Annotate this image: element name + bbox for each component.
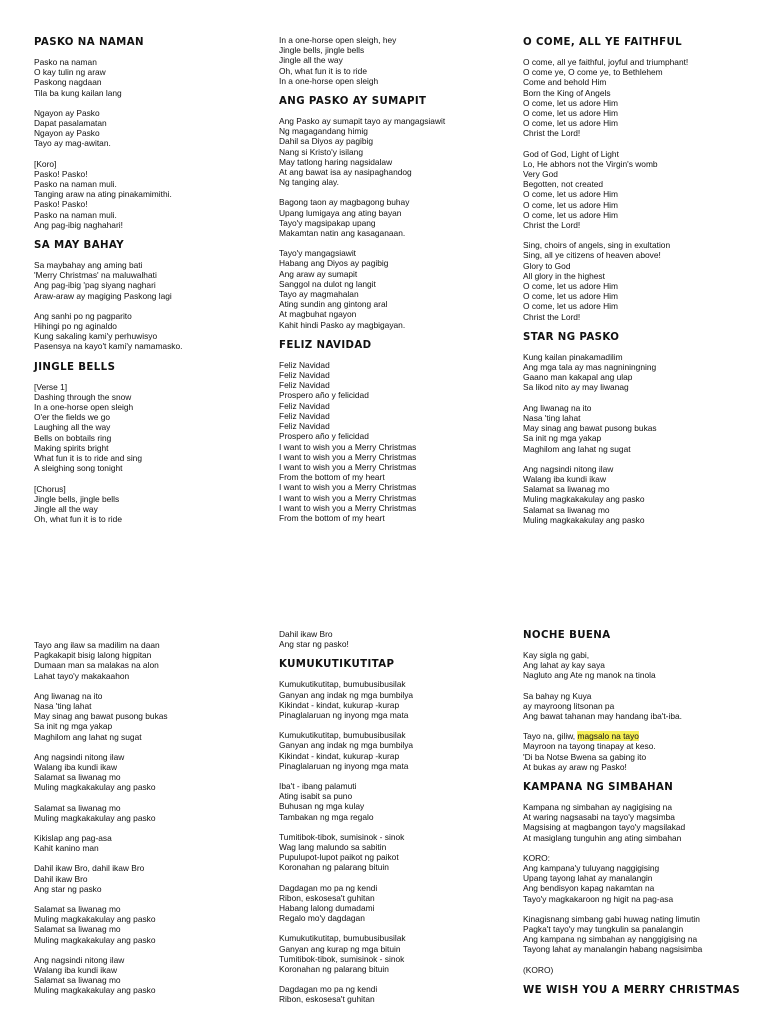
lyric-line: Sa maybahay ang aming bati (34, 260, 143, 271)
lyric-line: 'Di ba Notse Bwena sa gabing ito (523, 751, 647, 762)
lyric-stanza (279, 248, 511, 330)
lyric-line: Upang lumigaya ang ating bayan (279, 207, 402, 218)
lyric-line: Christ the Lord! (523, 128, 581, 139)
lyric-line: Muling magkakakulay ang pasko (523, 494, 645, 505)
lyric-line: Tumitibok-tibok, sumisinok - sinok (279, 953, 405, 964)
lyric-stanza (279, 629, 511, 649)
song-title: JINGLE BELLS (34, 361, 116, 373)
lyric-line: May sinag ang bawat pusong bukas (523, 423, 657, 434)
lyric-line: Tanging araw na ating pinakamimithi. (34, 189, 172, 200)
lyric-line: Nagluto ang Ate ng manok na tinola (523, 670, 656, 681)
lyric-stanza (279, 781, 511, 822)
song-title: KUMUKUTIKUTITAP (279, 659, 395, 671)
lyric-line: Bagong taon ay magbagong buhay (279, 197, 410, 208)
lyric-line: I want to wish you a Merry Christmas (279, 502, 417, 513)
lyric-line: Pasko! Pasko! (34, 199, 88, 210)
lyric-line: I want to wish you a Merry Christmas (279, 482, 417, 493)
lyric-line: Magsising at magbangon tayo'y magsilakad (523, 822, 686, 833)
song-title: STAR NG PASKO (523, 331, 620, 343)
lyric-line: Dahil sa Diyos ay pagibig (279, 136, 374, 147)
lyric-line: Feliz Navidad (279, 410, 330, 421)
lyric-line: Walang iba kundi ikaw (523, 473, 607, 484)
lyric-line: Sa bahay ng Kuya (523, 690, 592, 701)
lyric-stanza (34, 108, 266, 149)
lyric-stanza (523, 149, 755, 231)
lyric-line: Feliz Navidad (279, 370, 330, 381)
lyric-stanza (279, 933, 511, 974)
lyric-line: May tatlong haring nagsidalaw (279, 156, 393, 167)
lyric-line: God of God, Light of Light (523, 148, 619, 159)
lyric-line: Ang sanhi po ng pagparito (34, 310, 132, 321)
lyric-line: O come, let us adore Him (523, 118, 618, 129)
lyric-stanza (279, 832, 511, 873)
lyric-line: Feliz Navidad (279, 359, 330, 370)
lyric-line: Wag lang malundo sa sabitin (279, 842, 387, 853)
lyric-line: Ang mga tala ay mas nagniningning (523, 362, 657, 373)
lyric-line: Oh, what fun it is to ride (34, 514, 122, 525)
lyric-line: Walang iba kundi ikaw (34, 965, 118, 976)
lyric-line: Muling magkakakulay ang pasko (34, 782, 156, 793)
lyric-stanza (34, 752, 266, 793)
lyric-line: Ang kampana ng simbahan ay nanggigising na (523, 934, 698, 945)
lyric-line: Christ the Lord! (523, 220, 581, 231)
lyric-line: Dahil ikaw Bro, dahil ikaw Bro (34, 863, 145, 874)
page-column-top-right (523, 37, 755, 535)
lyric-line: Pagkakapit bisig lalong higpitan (34, 650, 152, 661)
lyric-line: Tayo ang ilaw sa madilim na daan (34, 640, 160, 650)
lyric-stanza (34, 159, 266, 230)
lyric-line: Kay sigla ng gabi, (523, 650, 590, 660)
lyric-line: Ang liwanag na ito (34, 690, 103, 701)
lyric-stanza (34, 57, 266, 98)
lyric-line: Muling magkakakulay ang pasko (34, 985, 156, 996)
lyric-line: Ang araw ay sumapit (279, 268, 358, 279)
lyric-line: Makamtan natin ang kasaganaan. (279, 228, 406, 239)
lyric-line: Tayo'y mangagsiawit (279, 248, 357, 259)
lyric-line: Sing, choirs of angels, sing in exultation (523, 240, 671, 251)
song-title: SA MAY BAHAY (34, 240, 124, 252)
lyric-line: Araw-araw ay magiging Paskong lagi (34, 290, 172, 301)
lyric-line: Nasa 'ting lahat (34, 701, 92, 712)
lyric-stanza (523, 464, 755, 525)
song-title: KAMPANA NG SIMBAHAN (523, 782, 674, 794)
lyric-line: Pasko! Pasko! (34, 168, 88, 179)
lyric-stanza (34, 311, 266, 352)
lyric-line: At bukas ay araw ng Pasko! (523, 761, 627, 772)
lyric-line: Ribon, eskosesa't guhitan (279, 892, 375, 903)
song-title: WE WISH YOU A MERRY CHRISTMAS (523, 984, 741, 996)
lyric-stanza (34, 260, 266, 301)
lyric-line: Lahat tayo'y makakaahon (34, 670, 130, 681)
page-column-bottom-right (523, 630, 755, 1005)
lyric-line: Jingle bells, jingle bells (34, 493, 120, 504)
lyric-line: What fun it is to ride and sing (34, 453, 142, 464)
lyric-line: Dagdagan mo pa ng kendi (279, 984, 378, 995)
lyric-line: Laughing all the way (34, 422, 111, 433)
lyric-line: Tambakan ng mga regalo (279, 811, 374, 822)
lyric-line: O come, let us adore Him (523, 97, 618, 108)
lyric-line: Nang si Kristo'y isilang (279, 146, 363, 157)
lyric-stanza (523, 352, 755, 393)
lyric-line: Dahil ikaw Bro (279, 629, 333, 639)
song-title: FELIZ NAVIDAD (279, 339, 372, 351)
lyric-line: Ganyan ang indak ng mga bumbilya (279, 740, 414, 751)
highlighted-text: magsalo na tayo (577, 731, 639, 742)
lyric-line: Ribon, eskosesa't guhitan (279, 994, 375, 1005)
song-title: PASKO NA NAMAN (34, 37, 144, 48)
lyric-line: O come, let us adore Him (523, 108, 618, 119)
lyric-line: O come, let us adore Him (523, 281, 618, 292)
lyric-line: Kumukutikutitap, bumubusibusilak (279, 933, 406, 944)
lyric-stanza (34, 691, 266, 742)
page-column-bottom-middle (279, 629, 511, 1015)
lyric-stanza (34, 484, 266, 525)
lyric-stanza (34, 833, 266, 853)
lyric-line: Ating sundin ang gintong aral (279, 299, 388, 310)
lyric-stanza (523, 240, 755, 322)
lyric-line: [Koro] (34, 158, 57, 169)
lyric-line: Tayo'y magkakaroon ng higit na pag-asa (523, 893, 674, 904)
lyric-line: At masiglang tunguhin ang ating simbahan (523, 832, 682, 843)
lyric-line: Ganyan ang indak ng mga bumbilya (279, 689, 414, 700)
lyric-line: Habang lalong dumadami (279, 903, 375, 914)
lyric-line: Pasko na naman muli. (34, 209, 117, 220)
lyric-line: Kikislap ang pag-asa (34, 833, 112, 844)
lyric-line: Maghilom ang lahat ng sugat (523, 443, 631, 454)
lyric-line: Ang star ng pasko! (279, 639, 349, 650)
lyric-line: At waring nagsasabi na tayo'y magsimba (523, 812, 675, 823)
lyric-line: From the bottom of my heart (279, 512, 385, 523)
lyric-stanza (34, 863, 266, 894)
lyric-line: Pasko na naman (34, 57, 97, 67)
lyric-line: Maghilom ang lahat ng sugat (34, 731, 142, 742)
lyric-stanza (523, 853, 755, 904)
lyric-line: Salamat sa liwanag mo (34, 975, 121, 986)
lyric-line: Muling magkakakulay ang pasko (34, 914, 156, 925)
lyric-line: Jingle bells, jingle bells (279, 45, 365, 56)
lyric-line: Muling magkakakulay ang pasko (34, 934, 156, 945)
lyric-line: Regalo mo'y dagdagan (279, 913, 365, 924)
lyric-line: Come and behold Him (523, 77, 607, 88)
lyric-stanza (34, 382, 266, 474)
lyric-line: Kumukutikutitap, bumubusibusilak (279, 730, 406, 741)
lyric-stanza (523, 650, 755, 681)
lyric-stanza (523, 731, 755, 772)
lyric-line: Kikindat - kindat, kukurap -kurap (279, 699, 400, 710)
lyric-line: Muling magkakakulay ang pasko (523, 514, 645, 525)
lyric-line: Ngayon ay Pasko (34, 128, 100, 139)
lyric-line: ay mayroong litsonan pa (523, 700, 615, 711)
lyric-line: Tayo ay mag-awitan. (34, 138, 111, 149)
lyric-stanza (279, 116, 511, 187)
lyric-line: O come, all ye faithful, joyful and triumphant! (523, 57, 689, 67)
lyric-line: Oh, what fun it is to ride (279, 65, 367, 76)
lyric-stanza (279, 679, 511, 720)
lyric-line: Habang ang Diyos ay pagibig (279, 258, 389, 269)
lyric-stanza (279, 360, 511, 523)
song-title: NOCHE BUENA (523, 630, 611, 641)
lyric-line: Ang pag-ibig naghahari! (34, 219, 123, 230)
lyric-line: Ang nagsindi nitong ilaw (523, 463, 614, 474)
lyric-line: A sleighing song tonight (34, 463, 123, 474)
page-column-top-middle (279, 35, 511, 533)
lyric-line: KORO: (523, 852, 550, 863)
lyric-line: Ganyan ang kurap ng mga bituin (279, 943, 401, 954)
lyric-line: Sa init ng mga yakap (34, 721, 113, 732)
lyric-line: In a one-horse open sleigh (34, 402, 134, 413)
lyric-line: Pinaglalaruan ng inyong mga mata (279, 760, 409, 771)
lyric-stanza (523, 914, 755, 955)
lyric-line: Pasko na naman muli. (34, 179, 117, 190)
lyric-line: Ang pag-ibig 'pag siyang naghari (34, 280, 156, 291)
lyric-stanza (523, 57, 755, 139)
lyric-line: Salamat sa liwanag mo (34, 802, 121, 813)
lyric-line: May sinag ang bawat pusong bukas (34, 711, 168, 722)
lyric-stanza (523, 965, 755, 975)
lyric-line: Kikindat - kindat, kukurap -kurap (279, 750, 400, 761)
lyric-line: Glory to God (523, 260, 571, 271)
lyric-line: Ang bendisyon kapag nakamtan na (523, 883, 655, 894)
lyric-stanza (34, 640, 266, 681)
lyric-line: Tila ba kung kailan lang (34, 87, 122, 98)
lyric-line: Prospero año y felicidad (279, 431, 369, 442)
lyric-line: Ang nagsindi nitong ilaw (34, 751, 125, 762)
lyric-line: Pagka't tayo'y may tungkulin sa panalangin (523, 924, 684, 935)
lyric-line: Tayo'y magsipakap upang (279, 217, 376, 228)
lyric-line: Tayo na, giliw, magsalo na tayo (523, 731, 639, 742)
lyric-line: Ang bawat tahanan may handang iba't-iba. (523, 711, 682, 722)
lyric-stanza (279, 984, 511, 1004)
lyric-line: O come, let us adore Him (523, 209, 618, 220)
lyric-line: Born the King of Angels (523, 87, 611, 98)
lyric-line: Sing, all ye citizens of heaven above! (523, 250, 661, 261)
lyric-line: At magbuhat ngayon (279, 309, 357, 320)
lyric-line: [Chorus] (34, 483, 66, 494)
lyric-line: Dumaan man sa malakas na alon (34, 660, 159, 671)
lyric-line: Kinagisnang simbang gabi huwag nating limutin (523, 913, 700, 924)
lyric-stanza (279, 197, 511, 238)
lyric-line: Jingle all the way (34, 503, 98, 514)
lyric-line: Ang lahat ay kay saya (523, 660, 605, 671)
page-column-bottom-left (34, 640, 266, 1006)
lyric-line: I want to wish you a Merry Christmas (279, 441, 417, 452)
lyric-line: Koronahan ng palarang bituin (279, 964, 389, 975)
lyric-line: Dagdagan mo pa ng kendi (279, 882, 378, 893)
lyric-stanza (523, 691, 755, 722)
lyric-line: Tumitibok-tibok, sumisinok - sinok (279, 831, 405, 842)
lyric-line: Very God (523, 169, 558, 180)
lyric-line: Pasensya na kayo't kami'y namamasko. (34, 341, 183, 352)
lyric-line: Salamat sa liwanag mo (523, 504, 610, 515)
lyric-line: At ang bawat isa ay nasipaghandog (279, 167, 412, 178)
lyric-line: Salamat sa liwanag mo (34, 924, 121, 935)
lyric-stanza (279, 35, 511, 86)
lyric-line: Ating isabit sa puno (279, 791, 353, 802)
lyric-line: Ang Pasko ay sumapit tayo ay mangagsiawit (279, 116, 446, 127)
lyric-stanza (523, 802, 755, 843)
lyric-line: Begotten, not created (523, 179, 604, 190)
lyric-line: From the bottom of my heart (279, 472, 385, 483)
lyric-stanza (279, 883, 511, 924)
lyric-line: O come, let us adore Him (523, 199, 618, 210)
lyric-line: [Verse 1] (34, 381, 68, 392)
lyric-line: Pinaglalaruan ng inyong mga mata (279, 710, 409, 721)
lyric-line: Lo, He abhors not the Virgin's womb (523, 158, 658, 169)
lyric-line: 'Merry Christmas' na maluwalhati (34, 270, 157, 281)
lyric-line: Bells on bobtails ring (34, 432, 112, 443)
lyric-line: In a one-horse open sleigh, hey (279, 35, 397, 45)
lyric-line: Feliz Navidad (279, 421, 330, 432)
lyric-line: Ng tanging alay. (279, 177, 339, 188)
lyric-line: Iba't - ibang palamuti (279, 781, 357, 792)
lyric-line: Kung kailan pinakamadilim (523, 351, 623, 362)
lyric-line: Prospero año y felicidad (279, 390, 369, 401)
lyric-line: Tayo ay magmahalan (279, 289, 359, 300)
lyric-line: Ng magagandang himig (279, 126, 368, 137)
lyric-line: Pupulupot-lupot paikot ng paikot (279, 852, 399, 863)
lyric-line: Upang tayong lahat ay manalangin (523, 873, 653, 884)
lyric-line: Kahit kanino man (34, 843, 99, 854)
lyric-line: I want to wish you a Merry Christmas (279, 492, 417, 503)
lyric-line: Kahit hindi Pasko ay magbigayan. (279, 319, 406, 330)
song-title: O COME, ALL YE FAITHFUL (523, 37, 683, 48)
lyric-line: Ang nagsindi nitong ilaw (34, 954, 125, 965)
lyric-line: Nasa 'ting lahat (523, 412, 581, 423)
lyric-line: Ang star ng pasko (34, 883, 102, 894)
lyric-line: Mayroon na tayong tinapay at keso. (523, 741, 656, 752)
lyric-line: (KORO) (523, 964, 554, 975)
lyric-stanza (34, 904, 266, 945)
lyric-stanza (279, 730, 511, 771)
lyric-stanza (34, 955, 266, 996)
lyric-line: Koronahan ng palarang bituin (279, 862, 389, 873)
song-title: ANG PASKO AY SUMAPIT (279, 96, 427, 108)
lyric-line: Making spirits bright (34, 442, 109, 453)
lyric-line: Dahil ikaw Bro (34, 873, 88, 884)
lyric-line: O'er the fields we go (34, 412, 111, 423)
lyric-line: Kampana ng simbahan ay nagigising na (523, 802, 672, 813)
lyric-line: Ngayon ay Pasko (34, 107, 100, 118)
lyric-line: O come, let us adore Him (523, 291, 618, 302)
lyric-line: Salamat sa liwanag mo (34, 904, 121, 915)
lyric-line: Salamat sa liwanag mo (34, 772, 121, 783)
lyric-line: Feliz Navidad (279, 400, 330, 411)
lyric-line: Dashing through the snow (34, 391, 132, 402)
lyric-line: In a one-horse open sleigh (279, 75, 379, 86)
lyric-line: Ang kampana'y tuluyang naggigising (523, 863, 660, 874)
lyric-line: Jingle all the way (279, 55, 343, 66)
lyric-line: I want to wish you a Merry Christmas (279, 461, 417, 472)
lyric-line: O come ye, O come ye, to Bethlehem (523, 67, 663, 78)
lyric-line: Kumukutikutitap, bumubusibusilak (279, 679, 406, 690)
lyric-line: O come, let us adore Him (523, 301, 618, 312)
lyric-line: O kay tulin ng araw (34, 67, 106, 78)
lyric-stanza (34, 803, 266, 823)
lyric-line: Sa likod nito ay may liwanag (523, 382, 629, 393)
lyric-line: Sanggol na dulot ng langit (279, 278, 376, 289)
lyric-stanza (523, 403, 755, 454)
lyric-line: I want to wish you a Merry Christmas (279, 451, 417, 462)
lyric-line: Sa init ng mga yakap (523, 433, 602, 444)
lyric-line: Christ the Lord! (523, 311, 581, 322)
lyric-line: Kung sakaling kami'y perhuwisyo (34, 331, 158, 342)
lyric-line: Dapat pasalamatan (34, 118, 107, 129)
lyric-line: Feliz Navidad (279, 380, 330, 391)
lyric-line: All glory in the highest (523, 270, 605, 281)
lyric-line: Ang liwanag na ito (523, 402, 592, 413)
lyric-line: Muling magkakakulay ang pasko (34, 812, 156, 823)
lyric-line: Paskong nagdaan (34, 77, 102, 88)
lyric-line: Buhusan ng mga kulay (279, 801, 365, 812)
lyric-line: Tayong lahat ay manalangin habang nagsisimba (523, 944, 703, 955)
lyric-line: Salamat sa liwanag mo (523, 484, 610, 495)
lyric-line: Hihingi po ng aginaldo (34, 321, 117, 332)
page-column-top-left (34, 37, 266, 534)
lyric-line: O come, let us adore Him (523, 189, 618, 200)
lyric-line: Walang iba kundi ikaw (34, 762, 118, 773)
lyric-line: Gaano man kakapal ang ulap (523, 372, 633, 383)
